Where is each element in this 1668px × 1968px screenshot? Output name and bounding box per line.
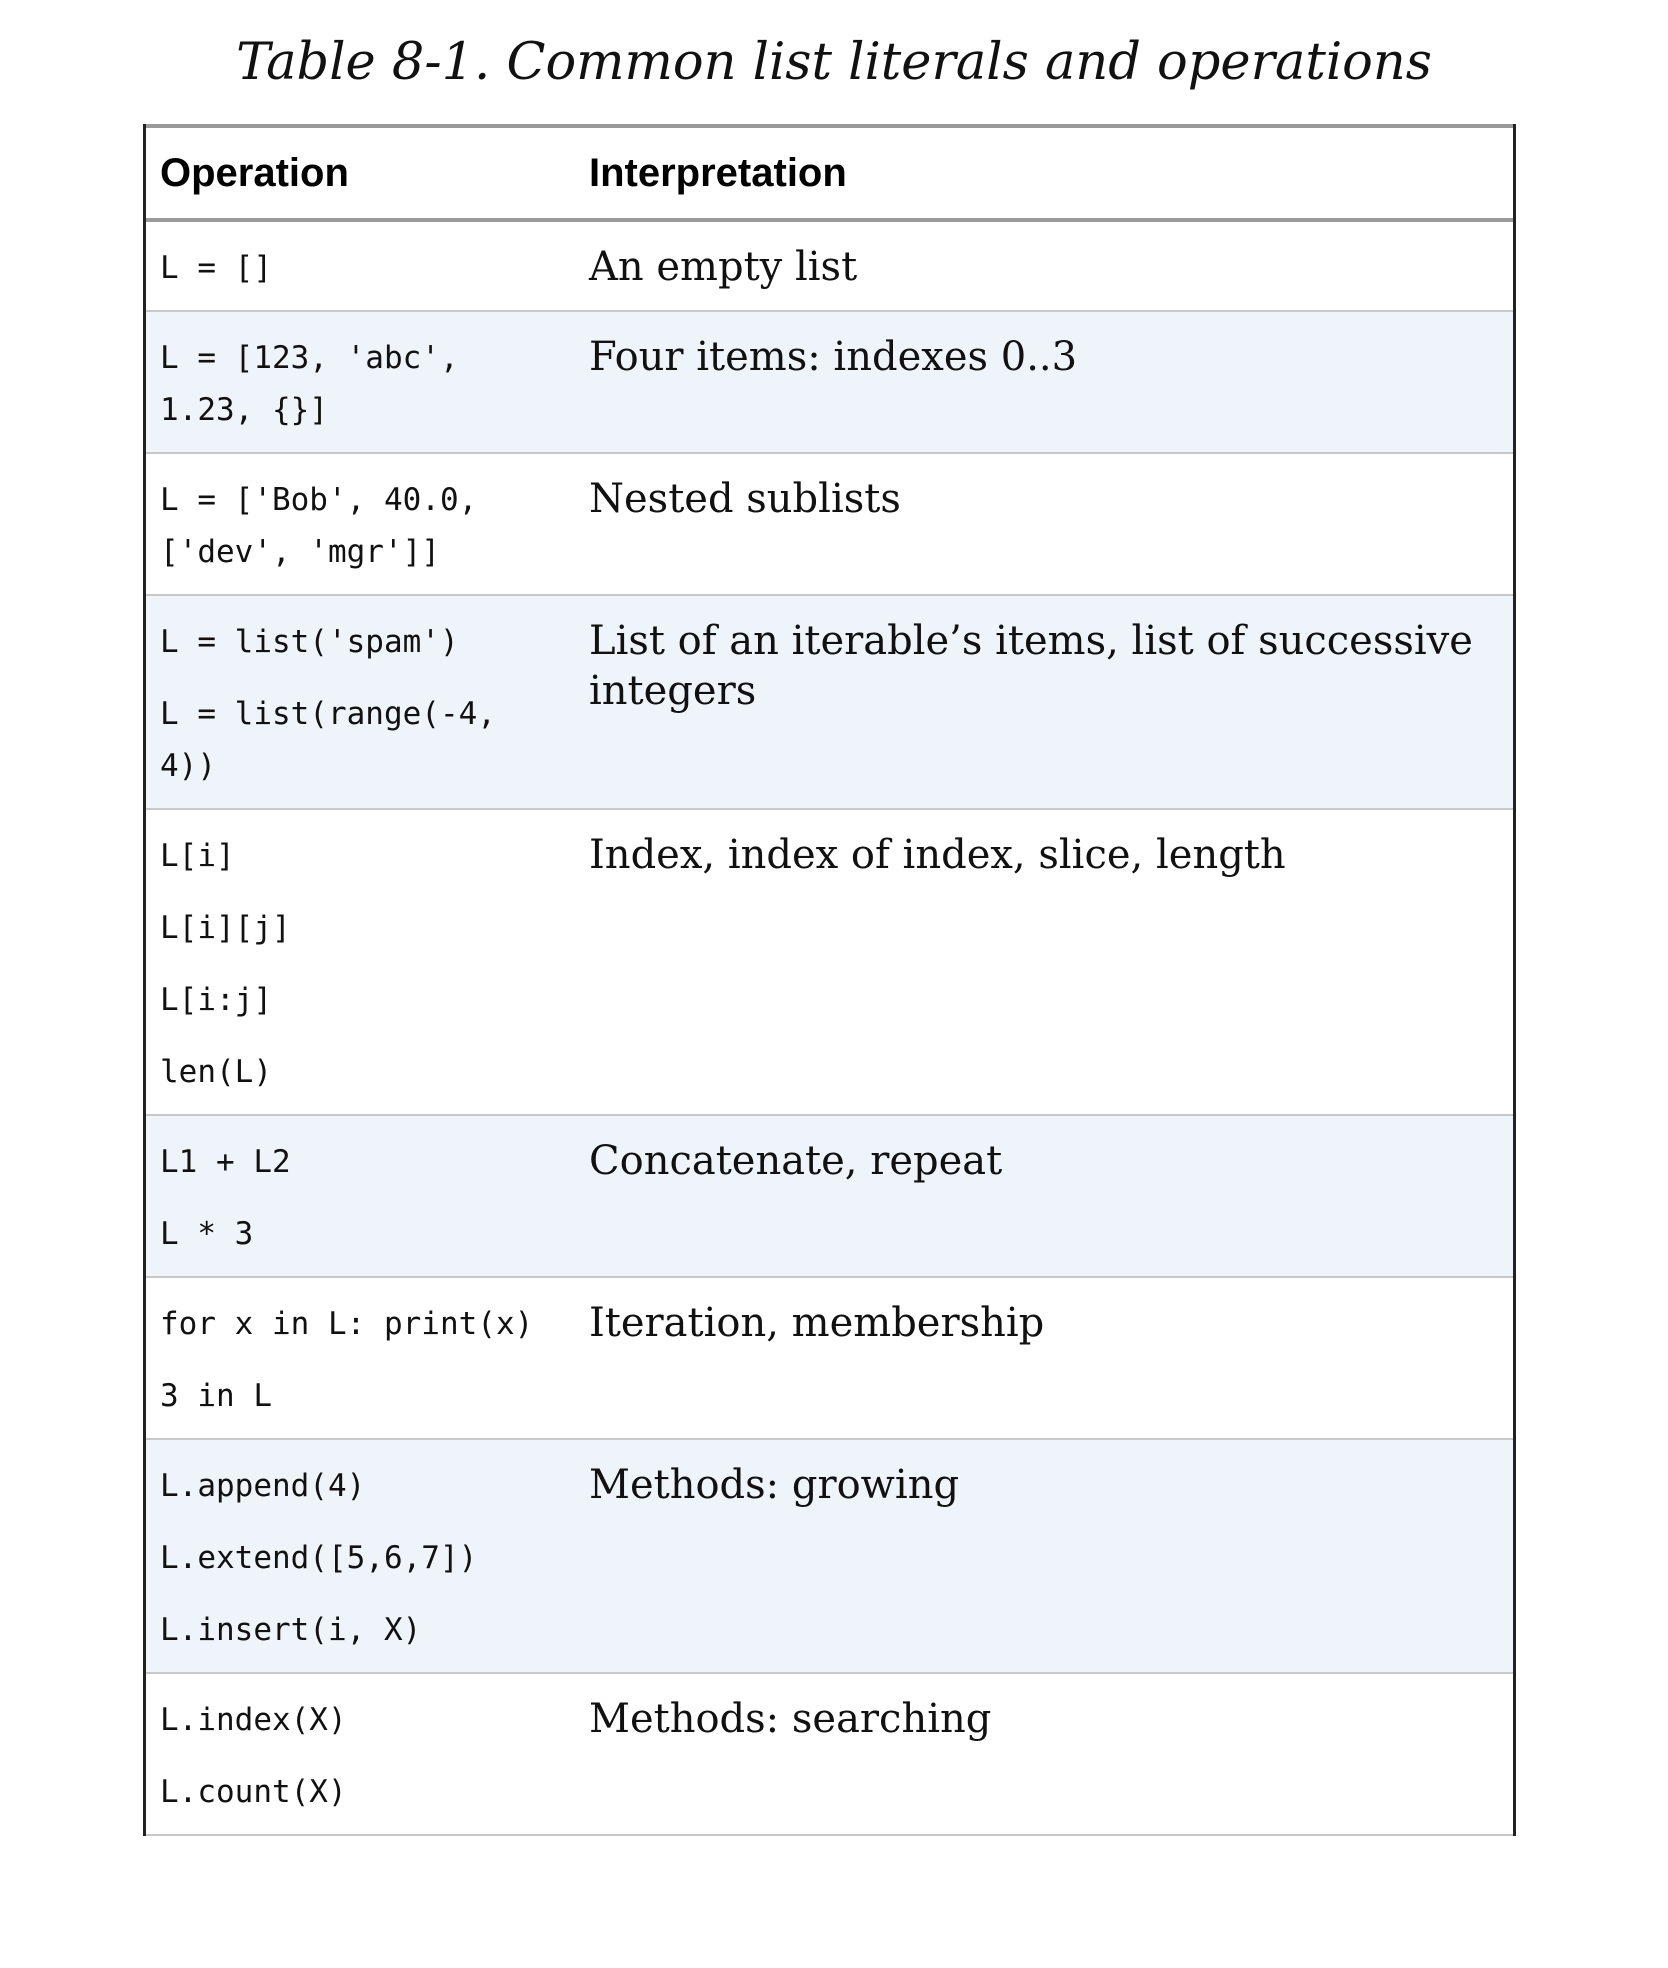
table-body xyxy=(144,220,1515,1835)
table xyxy=(144,124,1515,1836)
column-header-interpretation: Interpretation xyxy=(589,150,847,195)
operation-cell xyxy=(144,1115,573,1277)
operation-cell xyxy=(144,1439,573,1673)
table-caption: Table 8-1. Common list literals and operations xyxy=(236,33,1432,92)
table-header-row xyxy=(144,126,1515,220)
operation-code: 1.23, {}] xyxy=(160,392,328,428)
interpretation-cell: Nested sublists xyxy=(589,476,901,522)
interpretation-cell: Concatenate, repeat xyxy=(589,1138,1003,1184)
operation-code: L.append(4) xyxy=(160,1468,366,1504)
table-row xyxy=(144,311,1515,453)
interpretation-cell: List of an iterable’s items, list of successive integers xyxy=(589,618,1473,714)
operation-cell xyxy=(144,595,573,809)
operation-cell xyxy=(144,311,573,453)
operation-code: L.extend([5,6,7]) xyxy=(160,1540,478,1576)
interpretation-cell: Four items: indexes 0..3 xyxy=(589,334,1078,380)
operation-code: L[i][j] xyxy=(160,910,291,946)
table-left-border xyxy=(143,124,146,1836)
interpretation-cell: Iteration, membership xyxy=(589,1300,1045,1346)
operation-code: L = list('spam') xyxy=(160,624,459,660)
operation-cell xyxy=(144,1673,573,1835)
operation-code: L = ['Bob', 40.0, xyxy=(160,482,478,518)
column-header-operation: Operation xyxy=(160,150,349,195)
table-row xyxy=(144,220,1515,311)
table-row xyxy=(144,1673,1515,1835)
operation-code: L[i:j] xyxy=(160,982,272,1018)
operation-code: L.insert(i, X) xyxy=(160,1612,422,1648)
operation-code: L = [] xyxy=(160,250,272,286)
operation-code: for x in L: print(x) xyxy=(160,1306,534,1342)
interpretation-cell: Methods: searching xyxy=(589,1696,992,1742)
operation-cell xyxy=(144,453,573,595)
operation-cell xyxy=(144,1277,573,1439)
operation-code: ['dev', 'mgr']] xyxy=(160,534,440,570)
list-operations-table xyxy=(144,124,1515,1836)
table-row xyxy=(144,1277,1515,1439)
operation-code: L.index(X) xyxy=(160,1702,347,1738)
table-row xyxy=(144,809,1515,1115)
operation-code: L * 3 xyxy=(160,1216,254,1252)
operation-code: 3 in L xyxy=(160,1378,272,1414)
operation-code: L = [123, 'abc', xyxy=(160,340,459,376)
table-row xyxy=(144,595,1515,809)
operation-code: len(L) xyxy=(160,1054,272,1090)
operation-code: L1 + L2 xyxy=(160,1144,291,1180)
operation-cell xyxy=(144,809,573,1115)
interpretation-cell: Methods: growing xyxy=(589,1462,960,1508)
table-row xyxy=(144,1115,1515,1277)
interpretation-cell: Index, index of index, slice, length xyxy=(589,832,1286,878)
table-row xyxy=(144,1439,1515,1673)
operation-cell xyxy=(144,220,573,311)
operation-code: 4)) xyxy=(160,748,216,784)
table-row xyxy=(144,453,1515,595)
operation-code: L.count(X) xyxy=(160,1774,347,1810)
table-right-border xyxy=(1513,124,1516,1836)
interpretation-cell: An empty list xyxy=(589,244,858,290)
operation-code: L[i] xyxy=(160,838,235,874)
operation-code: L = list(range(-4, xyxy=(160,696,496,732)
